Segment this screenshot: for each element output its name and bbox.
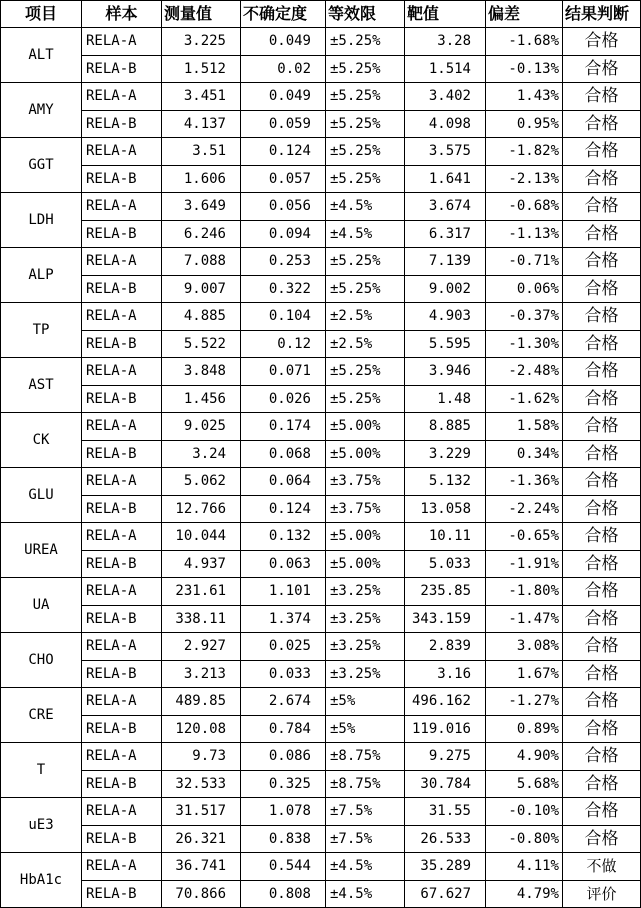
uncertainty-cell: 0.104 bbox=[241, 303, 326, 331]
sample-cell: RELA-B bbox=[82, 550, 162, 578]
target-cell: 31.55 bbox=[405, 798, 486, 826]
measured-cell: 32.533 bbox=[162, 770, 241, 798]
result-cell: 合格 bbox=[563, 578, 641, 606]
uncertainty-cell: 0.063 bbox=[241, 550, 326, 578]
sample-cell: RELA-A bbox=[82, 578, 162, 606]
sample-cell: RELA-B bbox=[82, 825, 162, 853]
uncertainty-cell: 0.064 bbox=[241, 468, 326, 496]
uncertainty-cell: 0.544 bbox=[241, 853, 326, 881]
sample-cell: RELA-B bbox=[82, 110, 162, 138]
table-row bbox=[1, 715, 641, 743]
item-cell: GLU bbox=[1, 468, 82, 523]
sample-cell: RELA-B bbox=[82, 385, 162, 413]
limit-cell: ±4.5% bbox=[326, 193, 405, 221]
result-cell: 合格 bbox=[563, 385, 641, 413]
bias-cell: -0.80% bbox=[486, 825, 563, 853]
table-row bbox=[1, 330, 641, 358]
sample-cell: RELA-B bbox=[82, 220, 162, 248]
result-cell: 合格 bbox=[563, 523, 641, 551]
bias-cell: -0.68% bbox=[486, 193, 563, 221]
target-cell: 30.784 bbox=[405, 770, 486, 798]
bias-cell: -0.10% bbox=[486, 798, 563, 826]
table-row bbox=[1, 825, 641, 853]
target-cell: 496.162 bbox=[405, 688, 486, 716]
table-row bbox=[1, 798, 641, 826]
item-cell: AMY bbox=[1, 83, 82, 138]
target-cell: 3.28 bbox=[405, 28, 486, 56]
bias-cell: 4.90% bbox=[486, 743, 563, 771]
header-measured: 测量值 bbox=[162, 1, 241, 28]
table-row bbox=[1, 853, 641, 881]
table-row bbox=[1, 275, 641, 303]
uncertainty-cell: 0.12 bbox=[241, 330, 326, 358]
target-cell: 26.533 bbox=[405, 825, 486, 853]
limit-cell: ±5.25% bbox=[326, 138, 405, 166]
limit-cell: ±3.25% bbox=[326, 605, 405, 633]
sample-cell: RELA-A bbox=[82, 83, 162, 111]
bias-cell: -1.62% bbox=[486, 385, 563, 413]
target-cell: 3.575 bbox=[405, 138, 486, 166]
measured-cell: 3.51 bbox=[162, 138, 241, 166]
uncertainty-cell: 0.049 bbox=[241, 83, 326, 111]
measured-cell: 31.517 bbox=[162, 798, 241, 826]
limit-cell: ±5.25% bbox=[326, 110, 405, 138]
result-cell: 合格 bbox=[563, 275, 641, 303]
result-cell: 合格 bbox=[563, 550, 641, 578]
limit-cell: ±3.75% bbox=[326, 495, 405, 523]
table-row bbox=[1, 385, 641, 413]
sample-cell: RELA-B bbox=[82, 605, 162, 633]
result-cell: 合格 bbox=[563, 110, 641, 138]
bias-cell: 3.08% bbox=[486, 633, 563, 661]
sample-cell: RELA-A bbox=[82, 28, 162, 56]
result-cell: 合格 bbox=[563, 330, 641, 358]
result-cell: 合格 bbox=[563, 743, 641, 771]
header-uncertainty: 不确定度 bbox=[241, 1, 326, 28]
uncertainty-cell: 2.674 bbox=[241, 688, 326, 716]
target-cell: 2.839 bbox=[405, 633, 486, 661]
header-result: 结果判断 bbox=[563, 1, 641, 28]
uncertainty-cell: 0.784 bbox=[241, 715, 326, 743]
limit-cell: ±7.5% bbox=[326, 825, 405, 853]
target-cell: 1.641 bbox=[405, 165, 486, 193]
sample-cell: RELA-B bbox=[82, 330, 162, 358]
result-cell: 合格 bbox=[563, 220, 641, 248]
bias-cell: 0.95% bbox=[486, 110, 563, 138]
uncertainty-cell: 0.124 bbox=[241, 138, 326, 166]
limit-cell: ±5.00% bbox=[326, 523, 405, 551]
limit-cell: ±2.5% bbox=[326, 303, 405, 331]
bias-cell: -1.30% bbox=[486, 330, 563, 358]
measured-cell: 70.866 bbox=[162, 880, 241, 908]
item-cell: HbA1c bbox=[1, 853, 82, 908]
table-row bbox=[1, 83, 641, 111]
uncertainty-cell: 0.174 bbox=[241, 413, 326, 441]
measured-cell: 7.088 bbox=[162, 248, 241, 276]
limit-cell: ±3.25% bbox=[326, 578, 405, 606]
item-cell: GGT bbox=[1, 138, 82, 193]
limit-cell: ±8.75% bbox=[326, 743, 405, 771]
uncertainty-cell: 0.057 bbox=[241, 165, 326, 193]
sample-cell: RELA-A bbox=[82, 138, 162, 166]
bias-cell: -0.13% bbox=[486, 55, 563, 83]
uncertainty-cell: 0.071 bbox=[241, 358, 326, 386]
table-row bbox=[1, 770, 641, 798]
bias-cell: -0.65% bbox=[486, 523, 563, 551]
limit-cell: ±7.5% bbox=[326, 798, 405, 826]
sample-cell: RELA-A bbox=[82, 853, 162, 881]
target-cell: 6.317 bbox=[405, 220, 486, 248]
uncertainty-cell: 0.025 bbox=[241, 633, 326, 661]
result-cell: 合格 bbox=[563, 715, 641, 743]
sample-cell: RELA-B bbox=[82, 275, 162, 303]
table-body bbox=[1, 28, 641, 908]
target-cell: 8.885 bbox=[405, 413, 486, 441]
limit-cell: ±5.25% bbox=[326, 83, 405, 111]
limit-cell: ±3.75% bbox=[326, 468, 405, 496]
table-row bbox=[1, 550, 641, 578]
sample-cell: RELA-A bbox=[82, 743, 162, 771]
bias-cell: 0.89% bbox=[486, 715, 563, 743]
table-row bbox=[1, 523, 641, 551]
target-cell: 67.627 bbox=[405, 880, 486, 908]
table-row bbox=[1, 440, 641, 468]
table-row bbox=[1, 660, 641, 688]
bias-cell: 4.79% bbox=[486, 880, 563, 908]
measured-cell: 4.885 bbox=[162, 303, 241, 331]
uncertainty-cell: 0.808 bbox=[241, 880, 326, 908]
uncertainty-cell: 0.124 bbox=[241, 495, 326, 523]
result-cell: 合格 bbox=[563, 633, 641, 661]
limit-cell: ±5.00% bbox=[326, 550, 405, 578]
target-cell: 4.903 bbox=[405, 303, 486, 331]
table-row bbox=[1, 743, 641, 771]
measured-cell: 489.85 bbox=[162, 688, 241, 716]
sample-cell: RELA-A bbox=[82, 303, 162, 331]
uncertainty-cell: 0.253 bbox=[241, 248, 326, 276]
uncertainty-cell: 0.056 bbox=[241, 193, 326, 221]
bias-cell: 0.06% bbox=[486, 275, 563, 303]
result-cell: 合格 bbox=[563, 440, 641, 468]
table-row bbox=[1, 138, 641, 166]
bias-cell: -1.82% bbox=[486, 138, 563, 166]
table-row bbox=[1, 495, 641, 523]
table-row bbox=[1, 303, 641, 331]
measured-cell: 2.927 bbox=[162, 633, 241, 661]
result-cell: 合格 bbox=[563, 28, 641, 56]
sample-cell: RELA-A bbox=[82, 523, 162, 551]
table-row bbox=[1, 193, 641, 221]
uncertainty-cell: 0.325 bbox=[241, 770, 326, 798]
target-cell: 13.058 bbox=[405, 495, 486, 523]
bias-cell: -0.71% bbox=[486, 248, 563, 276]
sample-cell: RELA-B bbox=[82, 55, 162, 83]
measured-cell: 1.606 bbox=[162, 165, 241, 193]
measured-cell: 4.137 bbox=[162, 110, 241, 138]
limit-cell: ±3.25% bbox=[326, 633, 405, 661]
result-cell: 评价 bbox=[563, 880, 641, 908]
limit-cell: ±5% bbox=[326, 688, 405, 716]
uncertainty-cell: 0.026 bbox=[241, 385, 326, 413]
result-cell: 合格 bbox=[563, 413, 641, 441]
table-row bbox=[1, 413, 641, 441]
measured-cell: 26.321 bbox=[162, 825, 241, 853]
result-cell: 合格 bbox=[563, 495, 641, 523]
target-cell: 5.595 bbox=[405, 330, 486, 358]
sample-cell: RELA-B bbox=[82, 770, 162, 798]
result-cell: 合格 bbox=[563, 303, 641, 331]
item-cell: CRE bbox=[1, 688, 82, 743]
uncertainty-cell: 1.101 bbox=[241, 578, 326, 606]
limit-cell: ±2.5% bbox=[326, 330, 405, 358]
result-cell: 合格 bbox=[563, 468, 641, 496]
header-limit: 等效限 bbox=[326, 1, 405, 28]
table-row bbox=[1, 165, 641, 193]
target-cell: 3.946 bbox=[405, 358, 486, 386]
header-item: 项目 bbox=[1, 1, 82, 28]
limit-cell: ±5.00% bbox=[326, 413, 405, 441]
measured-cell: 5.062 bbox=[162, 468, 241, 496]
uncertainty-cell: 0.094 bbox=[241, 220, 326, 248]
measured-cell: 1.456 bbox=[162, 385, 241, 413]
limit-cell: ±4.5% bbox=[326, 853, 405, 881]
measured-cell: 231.61 bbox=[162, 578, 241, 606]
limit-cell: ±5.25% bbox=[326, 165, 405, 193]
target-cell: 343.159 bbox=[405, 605, 486, 633]
measured-cell: 120.08 bbox=[162, 715, 241, 743]
sample-cell: RELA-A bbox=[82, 468, 162, 496]
bias-cell: -1.36% bbox=[486, 468, 563, 496]
bias-cell: -2.13% bbox=[486, 165, 563, 193]
bias-cell: -1.27% bbox=[486, 688, 563, 716]
limit-cell: ±5.25% bbox=[326, 275, 405, 303]
result-cell: 合格 bbox=[563, 248, 641, 276]
result-cell: 合格 bbox=[563, 83, 641, 111]
target-cell: 35.289 bbox=[405, 853, 486, 881]
item-cell: T bbox=[1, 743, 82, 798]
measured-cell: 1.512 bbox=[162, 55, 241, 83]
sample-cell: RELA-A bbox=[82, 688, 162, 716]
measured-cell: 3.451 bbox=[162, 83, 241, 111]
target-cell: 1.514 bbox=[405, 55, 486, 83]
sample-cell: RELA-B bbox=[82, 495, 162, 523]
result-cell: 合格 bbox=[563, 55, 641, 83]
item-cell: CK bbox=[1, 413, 82, 468]
measured-cell: 6.246 bbox=[162, 220, 241, 248]
table-row bbox=[1, 633, 641, 661]
item-cell: ALP bbox=[1, 248, 82, 303]
result-cell: 合格 bbox=[563, 605, 641, 633]
result-cell: 合格 bbox=[563, 358, 641, 386]
bias-cell: -1.91% bbox=[486, 550, 563, 578]
uncertainty-cell: 0.049 bbox=[241, 28, 326, 56]
sample-cell: RELA-A bbox=[82, 413, 162, 441]
limit-cell: ±5.25% bbox=[326, 385, 405, 413]
result-cell: 合格 bbox=[563, 798, 641, 826]
table-row bbox=[1, 110, 641, 138]
header-target: 靶值 bbox=[405, 1, 486, 28]
bias-cell: -2.24% bbox=[486, 495, 563, 523]
measured-cell: 3.24 bbox=[162, 440, 241, 468]
limit-cell: ±5.25% bbox=[326, 55, 405, 83]
item-cell: AST bbox=[1, 358, 82, 413]
limit-cell: ±5.25% bbox=[326, 28, 405, 56]
sample-cell: RELA-B bbox=[82, 880, 162, 908]
table-row bbox=[1, 468, 641, 496]
measured-cell: 9.73 bbox=[162, 743, 241, 771]
measured-cell: 4.937 bbox=[162, 550, 241, 578]
measured-cell: 5.522 bbox=[162, 330, 241, 358]
limit-cell: ±3.25% bbox=[326, 660, 405, 688]
uncertainty-cell: 0.132 bbox=[241, 523, 326, 551]
result-cell: 合格 bbox=[563, 688, 641, 716]
table-row bbox=[1, 55, 641, 83]
measured-cell: 36.741 bbox=[162, 853, 241, 881]
sample-cell: RELA-B bbox=[82, 440, 162, 468]
uncertainty-cell: 0.068 bbox=[241, 440, 326, 468]
limit-cell: ±8.75% bbox=[326, 770, 405, 798]
target-cell: 119.016 bbox=[405, 715, 486, 743]
sample-cell: RELA-B bbox=[82, 715, 162, 743]
bias-cell: -1.13% bbox=[486, 220, 563, 248]
measured-cell: 338.11 bbox=[162, 605, 241, 633]
header-sample: 样本 bbox=[82, 1, 162, 28]
result-cell: 合格 bbox=[563, 193, 641, 221]
uncertainty-cell: 0.086 bbox=[241, 743, 326, 771]
uncertainty-cell: 1.374 bbox=[241, 605, 326, 633]
result-cell: 合格 bbox=[563, 770, 641, 798]
table-row bbox=[1, 880, 641, 908]
table-row bbox=[1, 28, 641, 56]
limit-cell: ±5.25% bbox=[326, 248, 405, 276]
result-cell: 合格 bbox=[563, 138, 641, 166]
sample-cell: RELA-A bbox=[82, 798, 162, 826]
item-cell: uE3 bbox=[1, 798, 82, 853]
result-cell: 合格 bbox=[563, 825, 641, 853]
measured-cell: 3.225 bbox=[162, 28, 241, 56]
sample-cell: RELA-A bbox=[82, 248, 162, 276]
bias-cell: -1.68% bbox=[486, 28, 563, 56]
bias-cell: 1.43% bbox=[486, 83, 563, 111]
measured-cell: 10.044 bbox=[162, 523, 241, 551]
sample-cell: RELA-B bbox=[82, 660, 162, 688]
measured-cell: 3.213 bbox=[162, 660, 241, 688]
bias-cell: 1.58% bbox=[486, 413, 563, 441]
bias-cell: -2.48% bbox=[486, 358, 563, 386]
bias-cell: 1.67% bbox=[486, 660, 563, 688]
uncertainty-cell: 0.059 bbox=[241, 110, 326, 138]
uncertainty-cell: 1.078 bbox=[241, 798, 326, 826]
result-cell: 合格 bbox=[563, 660, 641, 688]
measured-cell: 3.848 bbox=[162, 358, 241, 386]
table-row bbox=[1, 248, 641, 276]
table-row bbox=[1, 605, 641, 633]
sample-cell: RELA-B bbox=[82, 165, 162, 193]
target-cell: 4.098 bbox=[405, 110, 486, 138]
sample-cell: RELA-A bbox=[82, 193, 162, 221]
table-row bbox=[1, 220, 641, 248]
item-cell: UA bbox=[1, 578, 82, 633]
measured-cell: 9.025 bbox=[162, 413, 241, 441]
target-cell: 1.48 bbox=[405, 385, 486, 413]
limit-cell: ±4.5% bbox=[326, 220, 405, 248]
measured-cell: 9.007 bbox=[162, 275, 241, 303]
target-cell: 10.11 bbox=[405, 523, 486, 551]
uncertainty-cell: 0.322 bbox=[241, 275, 326, 303]
bias-cell: 5.68% bbox=[486, 770, 563, 798]
target-cell: 5.132 bbox=[405, 468, 486, 496]
target-cell: 3.16 bbox=[405, 660, 486, 688]
limit-cell: ±5.25% bbox=[326, 358, 405, 386]
item-cell: ALT bbox=[1, 28, 82, 83]
target-cell: 7.139 bbox=[405, 248, 486, 276]
table-row bbox=[1, 688, 641, 716]
table-row bbox=[1, 578, 641, 606]
measured-cell: 3.649 bbox=[162, 193, 241, 221]
measured-cell: 12.766 bbox=[162, 495, 241, 523]
target-cell: 9.002 bbox=[405, 275, 486, 303]
bias-cell: 4.11% bbox=[486, 853, 563, 881]
bias-cell: 0.34% bbox=[486, 440, 563, 468]
target-cell: 3.674 bbox=[405, 193, 486, 221]
bias-cell: -1.80% bbox=[486, 578, 563, 606]
uncertainty-cell: 0.02 bbox=[241, 55, 326, 83]
sample-cell: RELA-A bbox=[82, 633, 162, 661]
sample-cell: RELA-A bbox=[82, 358, 162, 386]
limit-cell: ±4.5% bbox=[326, 880, 405, 908]
result-cell: 不做 bbox=[563, 853, 641, 881]
uncertainty-cell: 0.838 bbox=[241, 825, 326, 853]
target-cell: 235.85 bbox=[405, 578, 486, 606]
bias-cell: -0.37% bbox=[486, 303, 563, 331]
limit-cell: ±5% bbox=[326, 715, 405, 743]
bias-cell: -1.47% bbox=[486, 605, 563, 633]
header-row bbox=[1, 1, 641, 28]
limit-cell: ±5.00% bbox=[326, 440, 405, 468]
target-cell: 3.402 bbox=[405, 83, 486, 111]
target-cell: 9.275 bbox=[405, 743, 486, 771]
target-cell: 3.229 bbox=[405, 440, 486, 468]
item-cell: UREA bbox=[1, 523, 82, 578]
uncertainty-cell: 0.033 bbox=[241, 660, 326, 688]
item-cell: TP bbox=[1, 303, 82, 358]
header-bias: 偏差 bbox=[486, 1, 563, 28]
item-cell: CHO bbox=[1, 633, 82, 688]
result-cell: 合格 bbox=[563, 165, 641, 193]
table-row bbox=[1, 358, 641, 386]
target-cell: 5.033 bbox=[405, 550, 486, 578]
item-cell: LDH bbox=[1, 193, 82, 248]
